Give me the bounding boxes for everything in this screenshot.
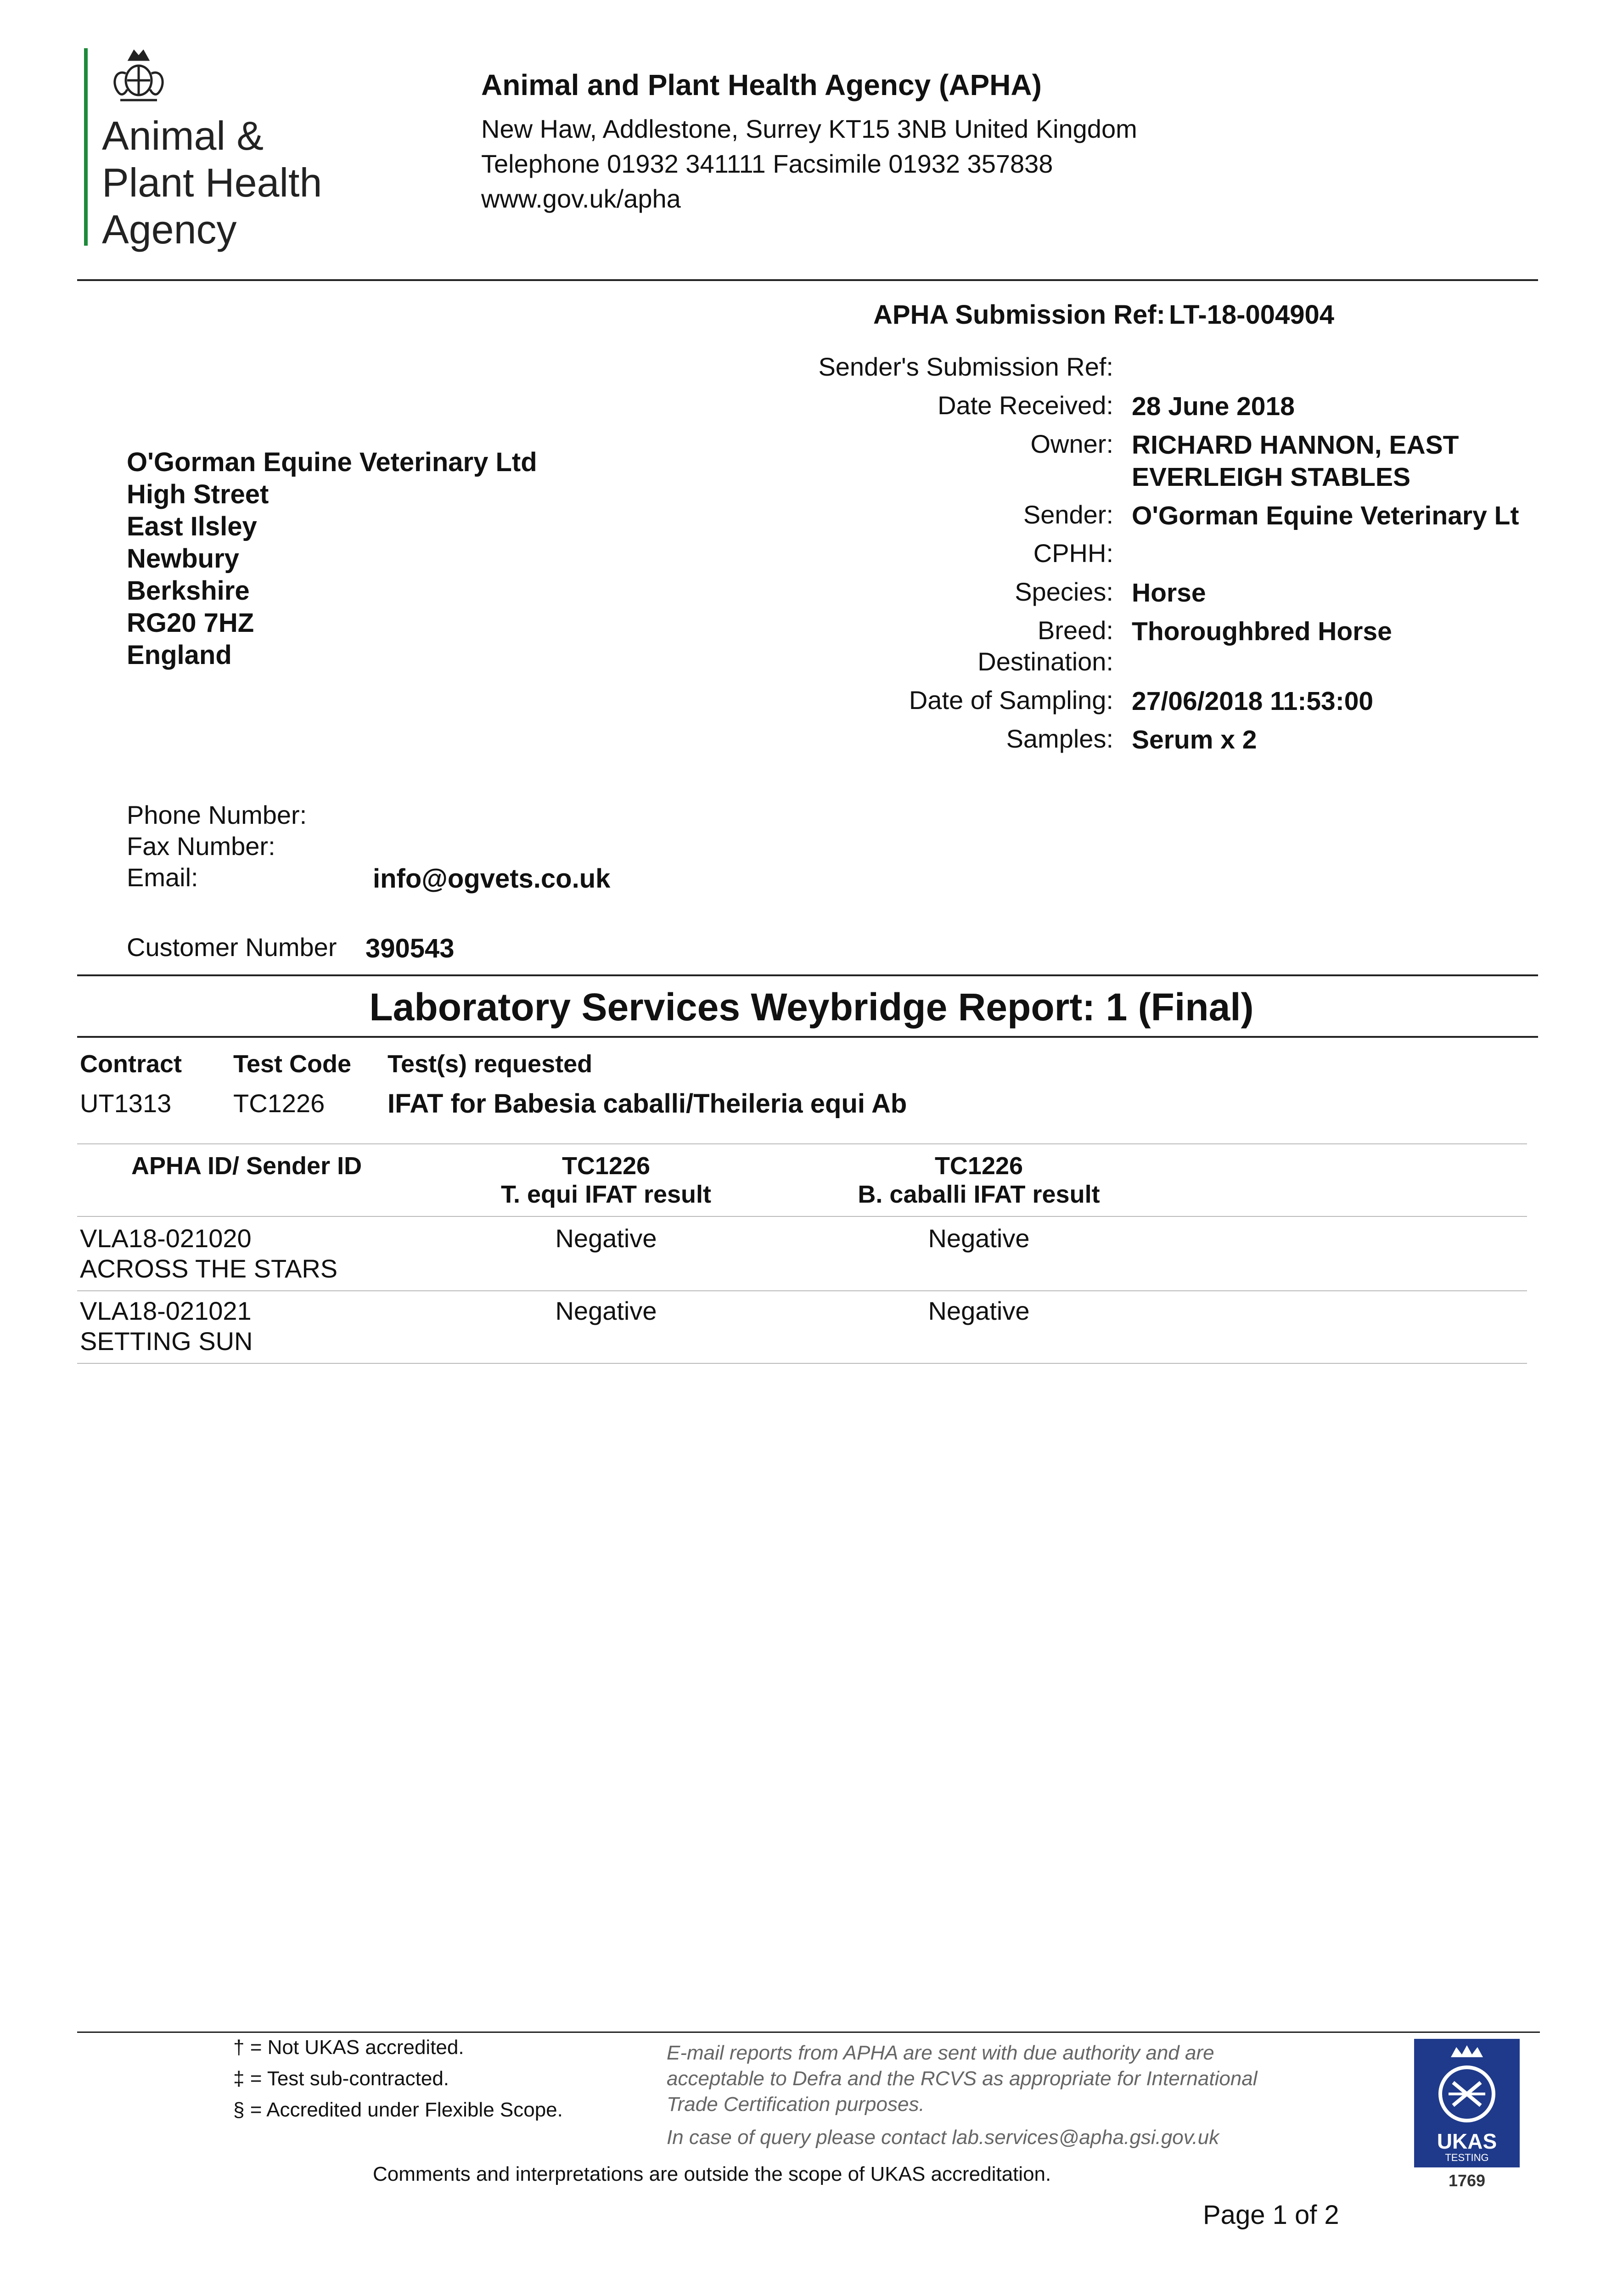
results-top-divider [77,1143,1527,1144]
address-line: Newbury [127,544,239,574]
b-caballi-code-header: TC1226 [934,1152,1023,1180]
test-code-value: TC1226 [233,1089,325,1118]
apha-id: VLA18-021021 [80,1296,252,1325]
apha-id: VLA18-021020 [80,1224,252,1253]
address-line: East Ilsley [127,512,257,541]
tests-requested-header: Test(s) requested [387,1050,593,1078]
owner-value-line1: RICHARD HANNON, EAST [1132,430,1459,460]
agency-logo-text: Animal & Plant Health Agency [102,113,322,252]
t-equi-name-header: T. equi IFAT result [500,1181,712,1208]
contract-value: UT1313 [80,1089,172,1118]
header-divider [77,279,1538,281]
breed-label: Breed: [1038,616,1113,645]
apha-ref-value: LT-18-004904 [1169,300,1335,330]
species-value: Horse [1132,578,1206,608]
results-header-divider [77,1216,1527,1217]
sender-value: O'Gorman Equine Veterinary Lt [1132,501,1519,530]
destination-label: Destination: [977,647,1113,676]
logo-accent-bar [84,48,88,246]
sender-id: ACROSS THE STARS [80,1254,338,1283]
ukas-word: UKAS [1437,2129,1497,2153]
phone-label: Phone Number: [127,800,307,829]
sender-id: SETTING SUN [80,1327,253,1356]
agency-website: www.gov.uk/apha [481,184,681,213]
samples-label: Samples: [1006,724,1113,753]
report-title: Laboratory Services Weybridge Report: 1 (Final) [369,985,1254,1029]
sampling-date-value: 27/06/2018 11:53:00 [1132,687,1374,716]
t-equi-code-header: TC1226 [562,1152,651,1180]
customer-address [127,446,537,671]
query-note: In case of query please contact lab.services@apha.gsi.gov.uk [667,2126,1219,2149]
sender-label: Sender: [1023,500,1113,529]
date-received-value: 28 June 2018 [1132,392,1295,421]
address-line: RG20 7HZ [127,608,254,638]
b-caballi-name-header: B. caballi IFAT result [858,1181,1100,1208]
t-equi-result: Negative [555,1296,657,1325]
fax-label: Fax Number: [127,832,275,861]
apha-ref-label: APHA Submission Ref: [873,300,1165,330]
page-number: Page 1 of 2 [1203,2200,1339,2230]
t-equi-result: Negative [555,1224,657,1253]
species-label: Species: [1015,577,1113,606]
customer-number-label: Customer Number [127,933,337,962]
b-caballi-result: Negative [928,1296,1030,1325]
customer-number-value: 390543 [365,934,455,963]
email-note-line1: E-mail reports from APHA are sent with due authority and are [667,2042,1214,2064]
owner-label: Owner: [1030,429,1113,458]
royal-crest-icon [102,46,175,110]
ukas-badge [1414,2039,1520,2195]
legend-flexible-scope: § = Accredited under Flexible Scope. [233,2099,563,2121]
samples-value: Serum x 2 [1132,725,1257,754]
email-value: info@ogvets.co.uk [373,864,611,894]
email-note-line2: acceptable to Defra and the RCVS as appropriate for International [667,2067,1258,2090]
agency-address: New Haw, Addlestone, Surrey KT15 3NB United Kingdom [481,114,1137,143]
sampling-date-label: Date of Sampling: [909,686,1113,715]
ukas-scope-comment: Comments and interpretations are outside the scope of UKAS accreditation. [373,2163,1051,2185]
agency-phone-fax: Telephone 01932 341111 Facsimile 01932 357838 [481,149,1053,178]
address-line: Berkshire [127,576,250,606]
agency-title: Animal and Plant Health Agency (APHA) [481,68,1042,101]
ukas-number: 1769 [1448,2171,1486,2190]
id-column-header: APHA ID/ Sender ID [131,1152,362,1180]
row-divider [77,1363,1527,1364]
report-bottom-divider [77,1036,1538,1038]
breed-value: Thoroughbred Horse [1132,617,1392,646]
legend-not-ukas: † = Not UKAS accredited. [233,2036,464,2059]
b-caballi-result: Negative [928,1224,1030,1253]
report-top-divider [77,974,1538,976]
email-label: Email: [127,863,198,892]
ukas-testing: TESTING [1445,2152,1489,2163]
contract-header: Contract [80,1050,182,1078]
date-received-label: Date Received: [938,391,1113,420]
sender-ref-label: Sender's Submission Ref: [818,352,1113,381]
address-line: High Street [127,479,269,509]
address-line: England [127,640,232,670]
footer-divider [77,2032,1540,2033]
tests-requested-value: IFAT for Babesia caballi/Theileria equi Ab [387,1089,907,1119]
legend-sub-contracted: ‡ = Test sub-contracted. [233,2067,449,2090]
email-note-line3: Trade Certification purposes. [667,2093,925,2116]
row-divider [77,1290,1527,1291]
owner-value-line2: EVERLEIGH STABLES [1132,462,1411,492]
address-line: O'Gorman Equine Veterinary Ltd [127,447,537,477]
test-code-header: Test Code [233,1050,352,1078]
cphh-label: CPHH: [1033,539,1113,568]
